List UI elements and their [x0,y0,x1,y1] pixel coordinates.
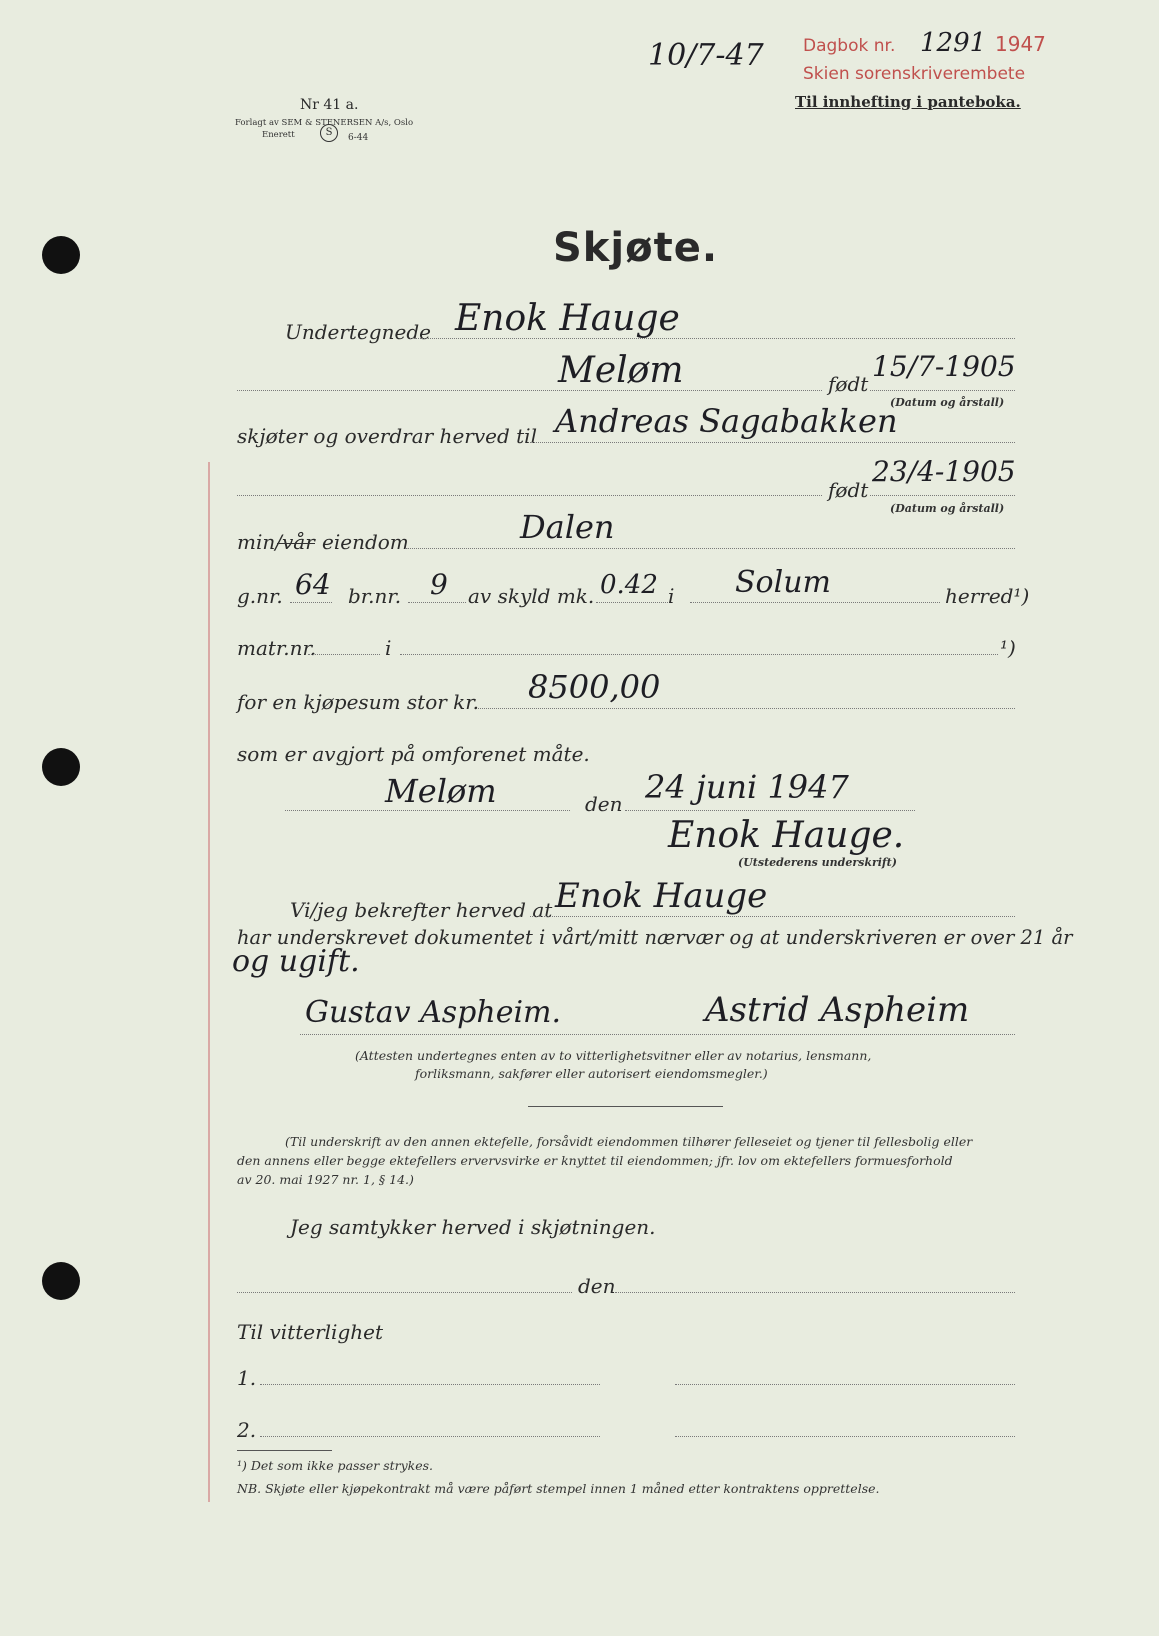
footnote-1: ¹) Det som ikke passer strykes. [237,1458,434,1473]
gnr-line [290,602,332,603]
matr-i-label: i [385,636,392,660]
witness-sign-line [300,1034,1015,1035]
brnr-label: br.nr. [348,584,402,608]
consent-text: Jeg samtykker herved i skjøtningen. [290,1215,656,1239]
var-strikethrough [277,543,315,544]
skyld-value: 0.42 [600,570,658,600]
agreed-text: som er avgjort på omforenet måte. [237,742,590,766]
punch-hole-bottom [42,1262,80,1300]
stamp-year: 1947 [995,32,1046,56]
undertegnede-label: Undertegnede [285,320,431,344]
witness-two-line-b [675,1436,1015,1437]
seller-name: Enok Hauge [455,298,680,339]
publisher-logo-icon: S [320,124,338,142]
matr-end: ¹) [1000,636,1016,660]
herred-value: Solum [735,565,831,600]
consent-place-line [237,1292,572,1293]
attest-addition: og ugift. [232,944,360,979]
skyld-line [596,602,670,603]
property-name: Dalen [520,508,615,546]
witness-one-line-a [260,1384,600,1385]
matr-label: matr.nr. [237,636,317,660]
brnr-value: 9 [430,568,448,601]
sign-date: 24 juni 1947 [645,768,849,806]
stamp-dagbok-label: Dagbok nr. [803,36,896,56]
brnr-line [408,602,466,603]
min-var-label: min/vår [237,530,315,554]
property-line [405,548,1015,549]
price-label: for en kjøpesum stor kr. [237,690,480,714]
form-publisher: Forlagt av SEM & STENERSEN A/s, Oslo [235,118,414,128]
sign-place-line [285,810,570,811]
sign-place: Meløm [385,772,497,810]
gnr-value: 64 [295,568,331,601]
seller-signature: Enok Hauge. [668,815,905,856]
buyer-name-line [530,442,1015,443]
vi-jeg-label: Vi/jeg bekrefter herved at [290,898,553,922]
gnr-label: g.nr. [237,584,283,608]
spouse-note2: den annens eller begge ektefellers ervervsvirke er knyttet til eiendommen; jfr. lov om ektefellers formuesforhold [237,1153,953,1168]
buyer-born-line [870,495,1015,496]
buyer-born: 23/4-1905 [872,455,1016,488]
buyer-extra-line [237,495,822,496]
matr-i-line [400,654,998,655]
matr-line [308,654,380,655]
seller-place: Meløm [558,350,684,391]
attest-name: Enok Hauge [555,876,768,916]
instruction-text: Til innhefting i panteboka. [795,93,1021,111]
witness1-signature: Gustav Aspheim. [305,995,562,1030]
form-enerett: Enerett [262,130,295,140]
price-line [478,708,1015,709]
stamp-office: Skien sorenskriverembete [803,64,1026,84]
herred-line [690,602,940,603]
eiendom-label: eiendom [322,530,409,554]
witness2-signature: Astrid Aspheim [705,990,970,1030]
witness-two-line-a [260,1436,600,1437]
seller-born: 15/7-1905 [872,350,1016,383]
punch-hole-middle [42,748,80,786]
form-code: 6-44 [348,133,369,143]
handwritten-date: 10/7-47 [648,38,764,73]
witness-one-line-b [675,1384,1015,1385]
spouse-note1: (Til underskrift av den annen ektefelle, forsåvidt eiendommen tilhører felleseiet og tjener til fellesbolig eller [285,1134,973,1149]
attest-name-line [530,916,1015,917]
consent-date-line [615,1292,1015,1293]
buyer-datum-caption: (Datum og årstall) [890,502,1005,515]
signature-caption: (Utstederens underskrift) [738,856,897,869]
attest-caption2: forliksmann, sakfører eller autorisert eiendomsmegler.) [415,1066,768,1081]
spouse-note3: av 20. mai 1927 nr. 1, § 14.) [237,1172,414,1187]
section-divider [528,1106,723,1107]
sign-den-label: den [585,792,623,816]
stamp-number: 1291 [920,28,987,58]
punch-hole-top [42,236,80,274]
witness-label: Til vitterlighet [237,1320,384,1344]
footnote-divider [237,1450,332,1451]
transfer-label: skjøter og overdrar herved til [237,424,537,448]
attest-caption1: (Attesten undertegnes enten av to vitterlighetsvitner eller av notarius, lensmann, [355,1048,872,1063]
sign-date-line [625,810,915,811]
seller-fodt-label: født [828,372,869,396]
consent-den-label: den [578,1274,616,1298]
form-number: Nr 41 a. [300,97,359,113]
price-value: 8500,00 [528,668,661,706]
witness-two-label: 2. [237,1418,257,1442]
herred-label: herred¹) [945,584,1030,608]
buyer-fodt-label: født [828,478,869,502]
seller-datum-caption: (Datum og årstall) [890,396,1005,409]
buyer-name: Andreas Sagabakken [555,402,898,440]
page-title: Skjøte. [553,225,719,271]
skyld-i-label: i [668,584,675,608]
seller-place-line [237,390,822,391]
witness-one-label: 1. [237,1366,257,1390]
skyld-label: av skyld mk. [468,584,595,608]
attest-line2: har underskrevet dokumentet i vårt/mitt nærvær og at underskriveren er over 21 år [237,926,1073,949]
margin-line [208,462,210,1502]
seller-born-line [870,390,1015,391]
footnote-nb: NB. Skjøte eller kjøpekontrakt må være påført stempel innen 1 måned etter kontraktens opprettelse. [237,1481,880,1496]
